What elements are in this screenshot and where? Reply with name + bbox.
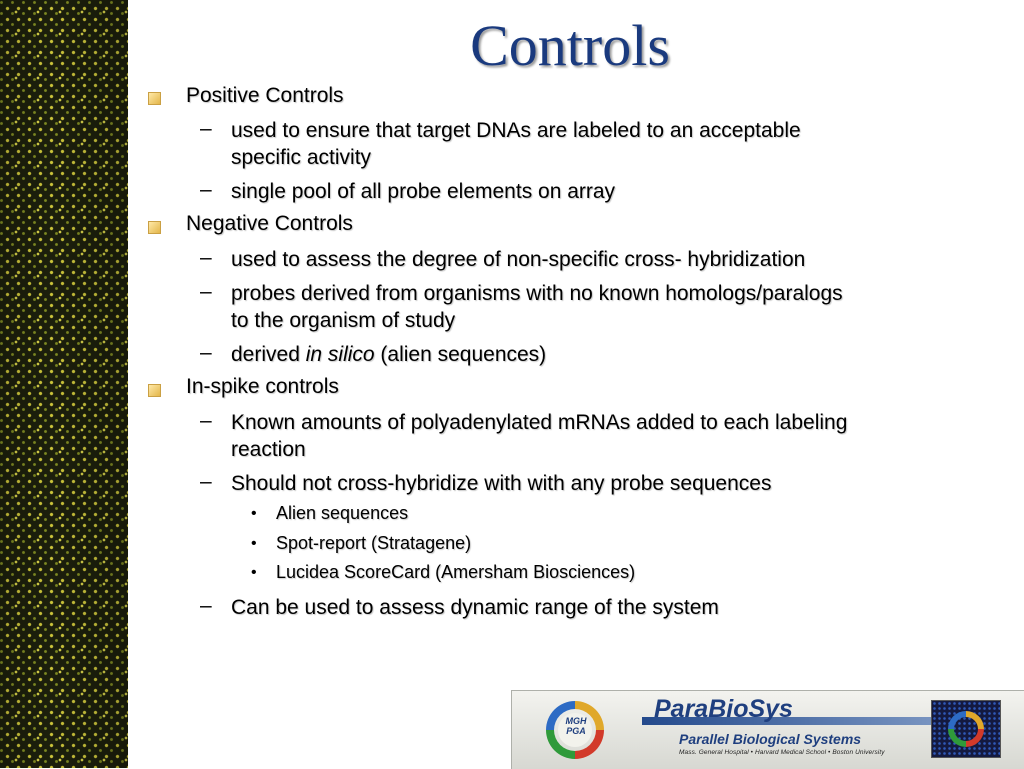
bullet-in-spike-controls: In-spike controls: [186, 375, 339, 398]
brand-subtitle: Parallel Biological Systems: [679, 731, 862, 747]
sub-bullet-text: [231, 341, 1001, 368]
dash-marker: –: [200, 280, 212, 303]
sidebar-shade: [0, 0, 128, 768]
array-thumbnail-image: [931, 700, 1001, 758]
bullet-square-icon: [148, 384, 161, 397]
sub-bullet-text: used to assess the degree of non-specific cross- hybridization: [231, 248, 806, 271]
sub-bullet-text: Should not cross-hybridize with with any probe sequences: [231, 472, 772, 495]
sub-bullet-text: [231, 280, 1001, 334]
line: specific activity: [231, 146, 372, 169]
dot-marker: •: [251, 535, 257, 552]
dash-marker: –: [200, 470, 212, 493]
brand-affiliations: Mass. General Hospital • Harvard Medical School • Boston University: [679, 749, 885, 756]
sub-sub-bullet-text: Spot-report (Stratagene): [276, 533, 472, 553]
text-part: (alien sequences): [374, 343, 547, 366]
sub-bullet-text: [231, 409, 1001, 463]
line: probes derived from organisms with no known homologs/paralogs: [231, 282, 843, 305]
dash-marker: –: [200, 246, 212, 269]
dash-marker: –: [200, 594, 212, 617]
line: to the organism of study: [231, 309, 456, 332]
line: reaction: [231, 438, 306, 461]
dash-marker: –: [200, 409, 212, 432]
sub-bullet-text: single pool of all probe elements on array: [231, 180, 616, 203]
dash-marker: –: [200, 341, 212, 364]
line: Known amounts of polyadenylated mRNAs added to each labeling: [231, 411, 848, 434]
text-part: derived: [231, 343, 306, 366]
dot-marker: •: [251, 505, 257, 522]
bullet-square-icon: [148, 92, 161, 105]
sub-bullet-text: Can be used to assess dynamic range of the system: [231, 596, 719, 619]
sub-sub-bullet-text: Lucidea ScoreCard (Amersham Biosciences): [276, 562, 636, 582]
bullet-positive-controls: Positive Controls: [186, 84, 344, 107]
italic-term: in silico: [305, 343, 375, 366]
dash-marker: –: [200, 178, 212, 201]
logo-line: PGA: [566, 726, 586, 736]
brand-name: ParaBioSys: [654, 695, 793, 723]
line: used to ensure that target DNAs are labeled to an acceptable: [231, 119, 801, 142]
parabiosys-logo-banner: [511, 690, 1024, 769]
bullet-negative-controls: Negative Controls: [186, 212, 353, 235]
logo-center-text: [562, 716, 590, 736]
dash-marker: –: [200, 117, 212, 140]
sub-sub-bullet-text: Alien sequences: [276, 503, 409, 523]
circular-arrows-mini-icon: [932, 701, 1000, 757]
dot-marker: •: [251, 564, 257, 581]
bullet-square-icon: [148, 221, 161, 234]
logo-line: MGH: [565, 716, 587, 726]
slide-title: Controls: [470, 13, 670, 78]
sub-bullet-text: [231, 117, 1001, 171]
